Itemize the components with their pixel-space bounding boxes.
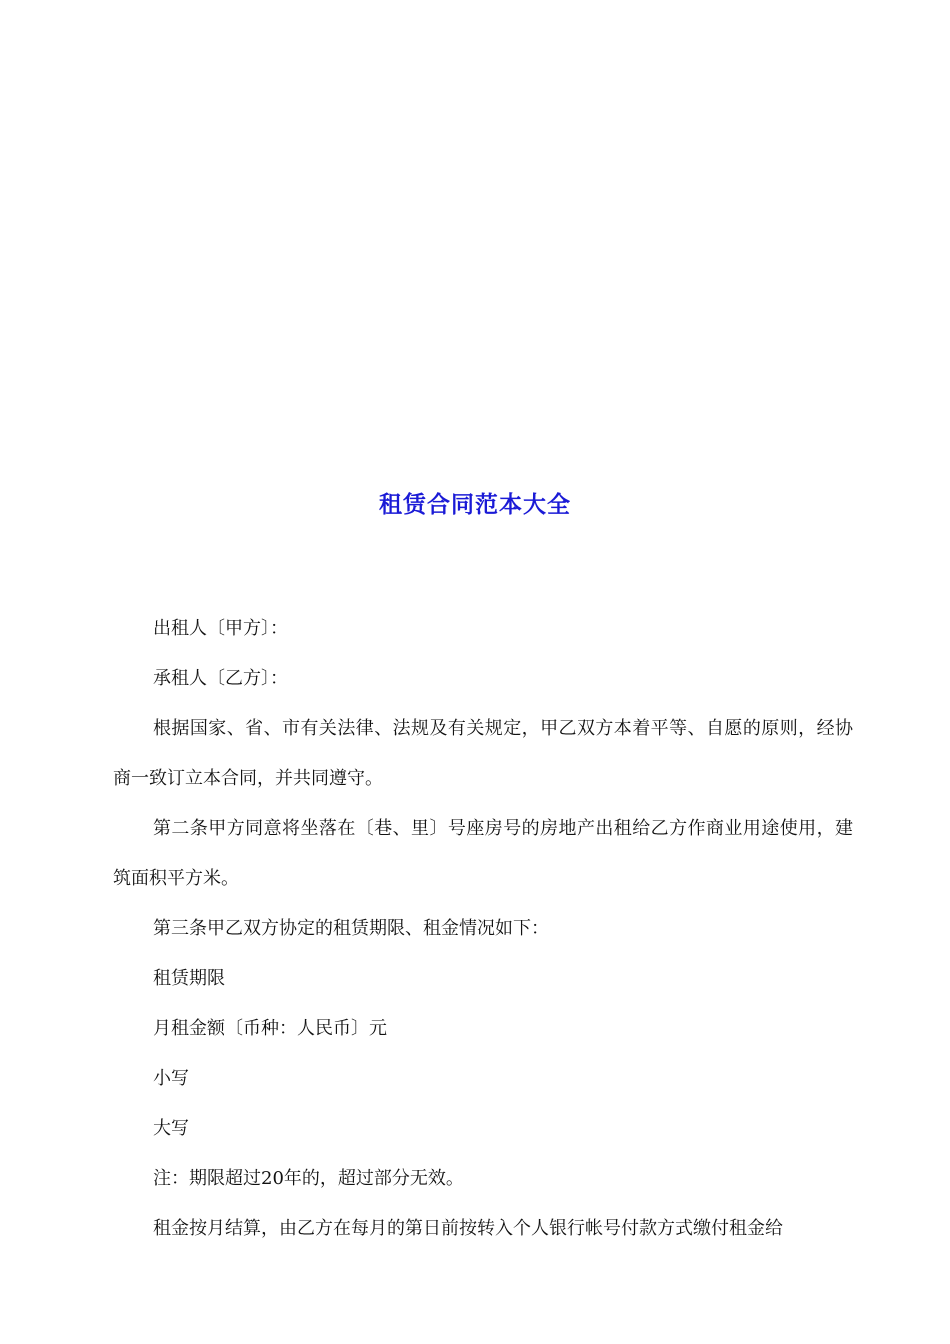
document-body — [113, 604, 853, 1254]
monthly-rent-line: 月租金额〔币种：人民币〕元 — [153, 1018, 387, 1039]
term-note-line: 注：期限超过20年的，超过部分无效。 — [153, 1168, 464, 1189]
payment-line: 租金按月结算，由乙方在每月的第日前按转入个人银行帐号付款方式缴付租金给 — [153, 1218, 783, 1239]
lowercase-amount-line: 小写 — [153, 1068, 189, 1089]
lessee-line: 承租人〔乙方〕： — [153, 668, 288, 689]
article-2-paragraph: 第二条甲方同意将坐落在〔巷、里〕号座房号的房地产出租给乙方作商业用途使用，建筑面积平方米。 — [113, 818, 853, 889]
preamble-paragraph: 根据国家、省、市有关法律、法规及有关规定，甲乙双方本着平等、自愿的原则，经协商一致订立本合同，并共同遵守。 — [113, 718, 853, 789]
lessor-line: 出租人〔甲方〕： — [153, 618, 288, 639]
uppercase-amount-line: 大写 — [153, 1118, 189, 1139]
lease-term-line: 租赁期限 — [153, 968, 225, 989]
article-3-line: 第三条甲乙双方协定的租赁期限、租金情况如下： — [153, 918, 549, 939]
document-title: 租赁合同范本大全 — [379, 492, 571, 518]
